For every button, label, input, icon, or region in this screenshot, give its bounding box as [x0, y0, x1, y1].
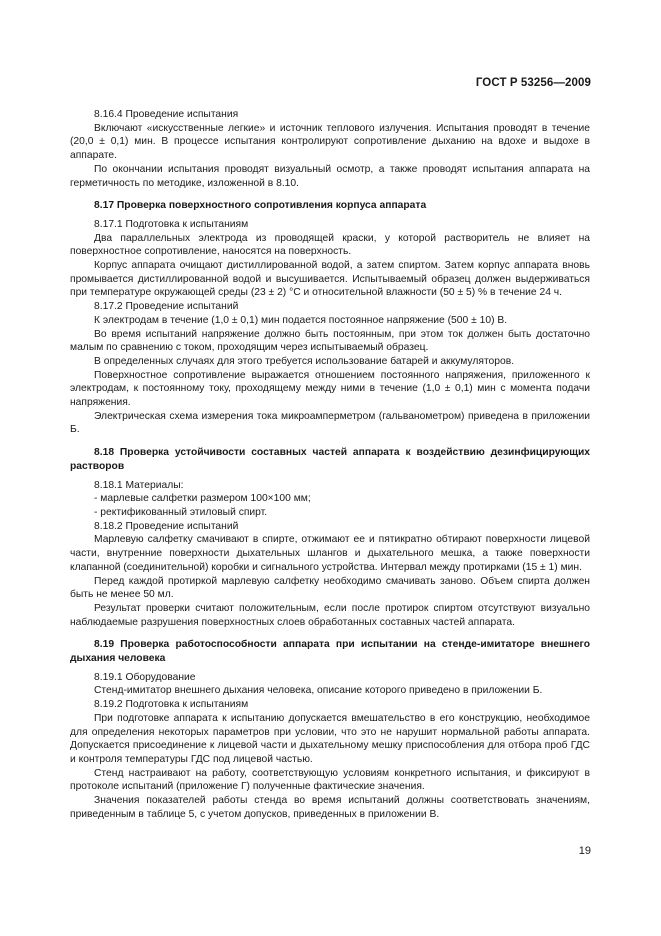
- subsection-title: 8.19.1 Оборудование: [94, 671, 196, 683]
- paragraph: Перед каждой протиркой марлевую салфетку необходимо смачивать заново. Объем спирта должен быть не менее 50 мл.: [70, 575, 590, 601]
- subsection-title: 8.18.1 Материалы:: [94, 479, 184, 491]
- page-number: 19: [578, 845, 591, 857]
- document-body: [70, 108, 590, 821]
- subsection-title: 8.17.1 Подготовка к испытаниям: [94, 218, 249, 230]
- list-item: - ректификованный этиловый спирт.: [94, 506, 268, 518]
- paragraph: Во время испытаний напряжение должно быть постоянным, при этом ток должен быть достаточно малым по сравнению с током, проходящим через испытываемый образец.: [70, 328, 590, 354]
- subsection-title: 8.16.4 Проведение испытания: [94, 109, 239, 120]
- section-heading-8-17: 8.17 Проверка поверхностного сопротивления корпуса аппарата: [94, 200, 427, 212]
- paragraph: Электрическая схема измерения тока микроамперметром (гальванометром) приведена в приложении Б.: [70, 410, 590, 436]
- paragraph: По окончании испытания проводят визуальный осмотр, а также проводят испытания аппарата на герметичность по методике, изложенной в 8.10.: [70, 163, 590, 189]
- paragraph: Два параллельных электрода из проводящей краски, у которой растворитель не влияет на поверхностное сопротивление, наносятся на поверхность.: [70, 232, 590, 258]
- paragraph: К электродам в течение (1,0 ± 0,1) мин подается постоянное напряжение (500 ± 10) В.: [94, 314, 508, 326]
- list-item: - марлевые салфетки размером 100×100 мм;: [94, 493, 311, 505]
- paragraph: В определенных случаях для этого требуется использование батарей и аккумуляторов.: [94, 355, 515, 367]
- subsection-title: 8.18.2 Проведение испытаний: [94, 520, 239, 532]
- subsection-title: 8.17.2 Проведение испытаний: [94, 301, 239, 313]
- section-heading-8-18: 8.18 Проверка устойчивости составных частей аппарата к воздействию дезинфицирующих растворов: [70, 447, 590, 472]
- subsection-title: 8.19.2 Подготовка к испытаниям: [94, 699, 249, 711]
- paragraph: Результат проверки считают положительным, если после протирок спиртом отсутствуют визуально наблюдаемые разрушения поверхностных слоев обработанных составных частей аппарата.: [70, 602, 590, 628]
- paragraph: Поверхностное сопротивление выражается отношением постоянного напряжения, приложенного к электродам, к постоянному току, проходящему между ними в течение (1,0 ± 0,1) мин с момента подачи напряжения.: [70, 369, 590, 409]
- section-heading-8-19: 8.19 Проверка работоспособности аппарата при испытании на стенде-имитаторе внешнего дыхания человека: [70, 639, 590, 665]
- paragraph: Значения показателей работы стенда во время испытаний должны соответствовать значениям, приведенным в таблице 5, с учетом допусков, приведенных в приложении В.: [70, 795, 590, 820]
- paragraph: Стенд-имитатор внешнего дыхания человека, описание которого приведено в приложении Б.: [94, 685, 543, 697]
- paragraph: При подготовке аппарата к испытанию допускается вмешательство в его конструкцию, необходимое для определения некоторых параметров при условии, что это не нарушит нормальной работы аппарата. Допускается присоединение к лицевой части и дыхательному мешку приспособления для отбора проб ГДС и контроля температуры ГДС под лицевой частью.: [70, 712, 590, 765]
- paragraph: Включают «искусственные легкие» и источник теплового излучения. Испытания проводят в течение (20,0 ± 0,1) мин. В процессе испытания контролируют сопротивление дыханию на вдохе и выдохе в аппарате.: [70, 122, 590, 162]
- paragraph: Стенд настраивают на работу, соответствующую условиям конкретного испытания, и фиксируют в протоколе испытаний (приложение Г) полученные фактические значения.: [70, 767, 590, 793]
- paragraph: Марлевую салфетку смачивают в спирте, отжимают ее и пятикратно обтирают поверхности лицевой части, внутренние поверхности дыхательных шлангов и дыхательного мешка, а также поверхности клапанной (соединительной) коробки и сигнального устройства. Интервал между протирками (15 ± 1) мин.: [70, 534, 590, 573]
- document-header: ГОСТ Р 53256—2009: [475, 77, 591, 89]
- paragraph: Корпус аппарата очищают дистиллированной водой, а затем спиртом. Затем корпус аппарата вновь промывается дистиллированной водой и высушивается. Испытываемый образец должен выдерживаться при температуре окружающей среды (23 ± 2) °С и относительной влажности (50 ± 5) % в течение 24 ч.: [70, 260, 590, 299]
